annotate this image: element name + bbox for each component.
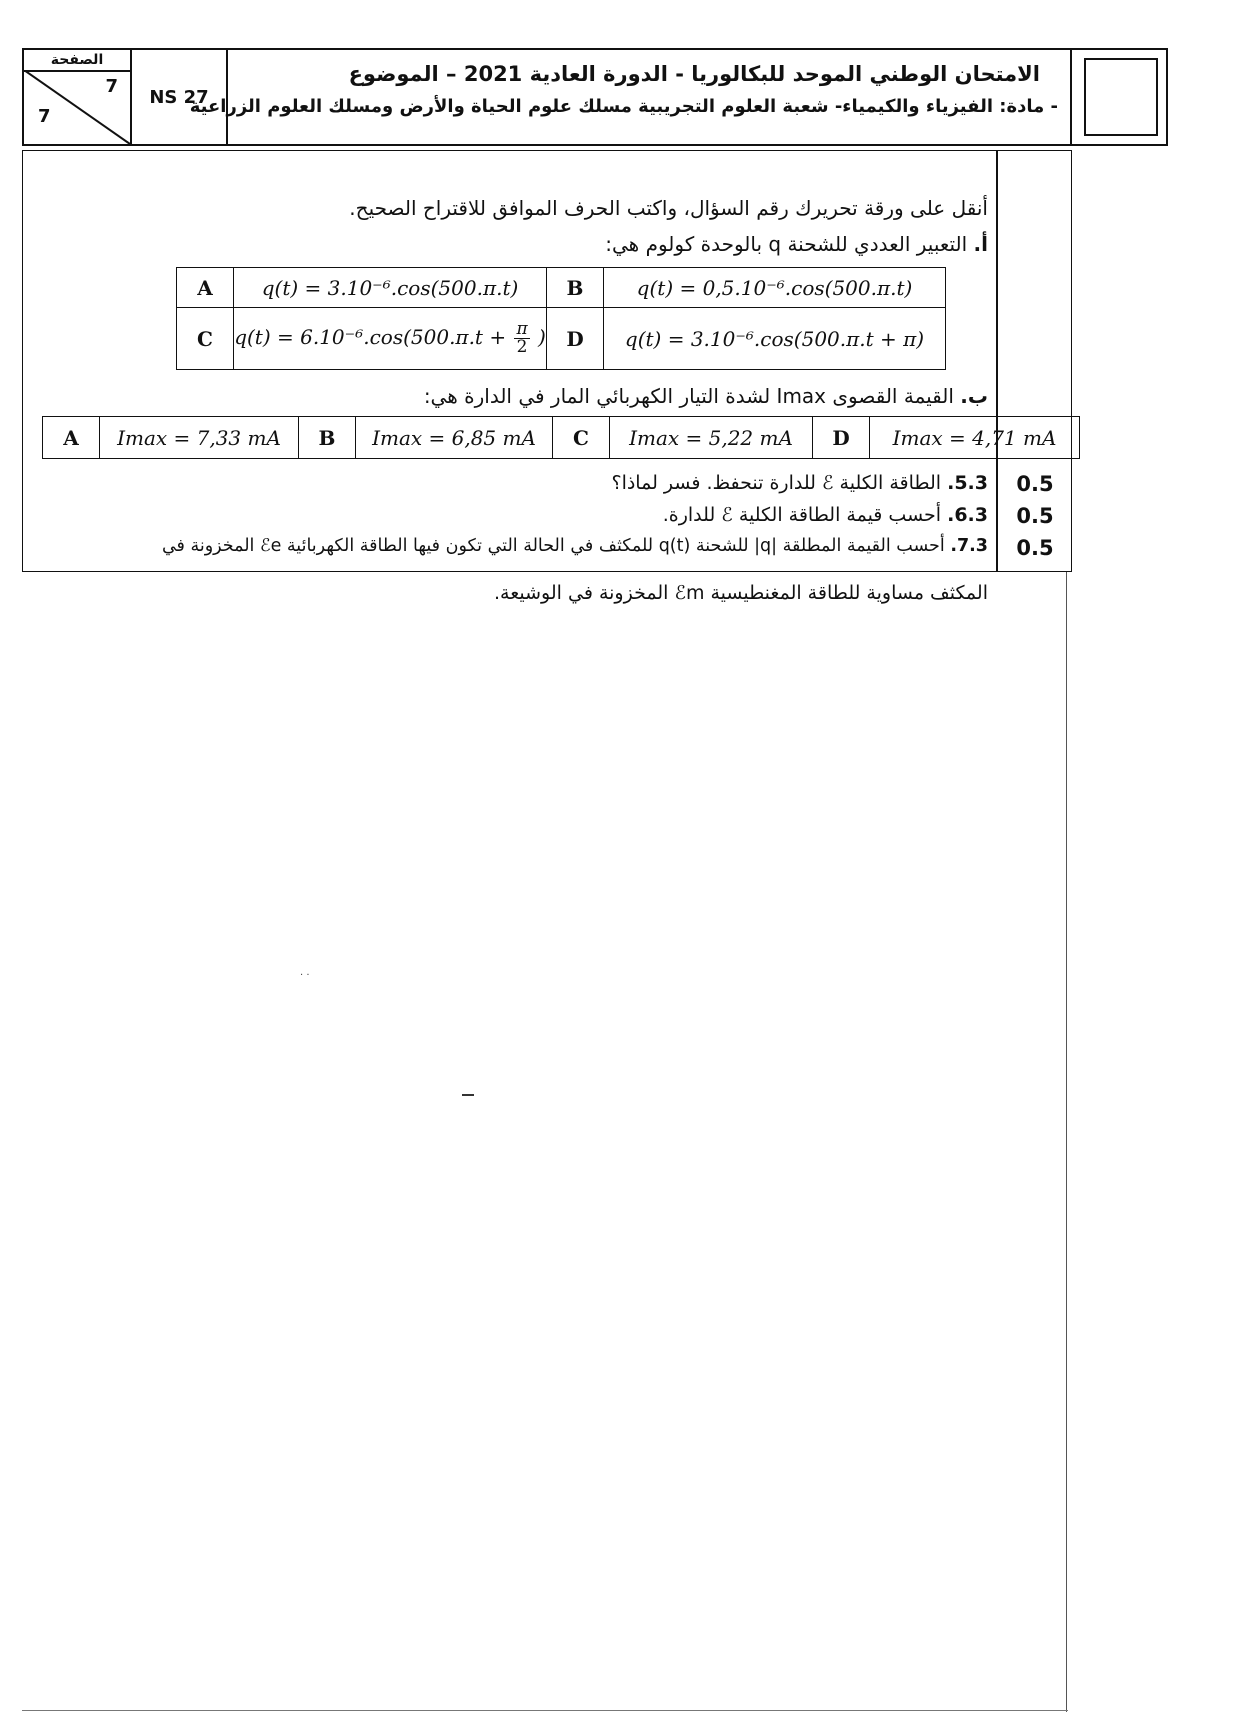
question-6-3 bbox=[663, 504, 988, 526]
bottom-margin-line bbox=[22, 1710, 1068, 1711]
question-7-3-continuation: المكثف مساوية للطاقة المغنطيسية ℰm المخزونة في الوشيعة. bbox=[494, 582, 988, 604]
exam-code: NS 27 bbox=[132, 50, 228, 144]
option-a-letter: A bbox=[43, 417, 100, 459]
option-c-expression: Imax = 5,22 mA bbox=[610, 417, 813, 459]
question-7-3 bbox=[162, 536, 988, 556]
part-b-options-table bbox=[42, 416, 1080, 459]
question-number: 6.3. bbox=[947, 504, 988, 526]
option-c-expr-suffix: ) bbox=[537, 325, 546, 349]
part-a-prompt bbox=[605, 232, 988, 256]
page-number: 7 bbox=[105, 76, 118, 97]
option-b-expression: Imax = 6,85 mA bbox=[356, 417, 553, 459]
option-b-expression: q(t) = 0,5.10⁻⁶.cos(500.π.t) bbox=[604, 268, 946, 308]
part-b-label: ب. bbox=[960, 384, 988, 408]
page-label: الصفحة bbox=[24, 50, 130, 72]
empty-header-box bbox=[1084, 58, 1158, 136]
option-c-letter: C bbox=[553, 417, 610, 459]
option-b-letter: B bbox=[547, 268, 604, 308]
option-d-expression: Imax = 4,71 mA bbox=[870, 417, 1080, 459]
part-b-text: القيمة القصوى Imax لشدة التيار الكهربائي المار في الدارة هي: bbox=[423, 384, 954, 408]
page-number-cell bbox=[24, 50, 132, 144]
option-c-expr-prefix: q(t) = 6.10⁻⁶.cos(500.π.t + bbox=[234, 325, 507, 349]
exam-subject: - مادة: الفيزياء والكيمياء- شعبة العلوم التجريبية مسلك علوم الحياة والأرض ومسلك العلوم الزراعية bbox=[189, 96, 1058, 117]
page-total: 7 bbox=[38, 106, 51, 127]
scan-speck: · · bbox=[300, 970, 310, 981]
question-number: 5.3. bbox=[947, 472, 988, 494]
question-5-3 bbox=[611, 472, 988, 494]
option-d-letter: D bbox=[547, 308, 604, 370]
option-c-fraction bbox=[514, 321, 529, 356]
option-a-letter: A bbox=[177, 268, 234, 308]
part-a-text: التعبير العددي للشحنة q بالوحدة كولوم هي: bbox=[605, 232, 968, 256]
exam-title: الامتحان الوطني الموحد للبكالوريا - الدورة العادية 2021 – الموضوع bbox=[348, 62, 1040, 86]
option-a-expression: Imax = 7,33 mA bbox=[100, 417, 299, 459]
fraction-numerator: π bbox=[516, 319, 528, 339]
score-5-3: 0.5 bbox=[1016, 472, 1054, 496]
score-column-divider bbox=[996, 150, 998, 572]
option-c-letter: C bbox=[177, 308, 234, 370]
question-text: أحسب القيمة المطلقة |q| للشحنة q(t) للمكثف في الحالة التي تكون فيها الطاقة الكهربائية ℰe المخزونة في bbox=[161, 536, 945, 556]
right-margin-line bbox=[1066, 572, 1067, 1712]
question-number: 7.3. bbox=[950, 536, 988, 556]
exam-header bbox=[22, 48, 1168, 146]
score-6-3: 0.5 bbox=[1016, 504, 1054, 528]
option-c-expression bbox=[234, 308, 547, 370]
part-b-prompt bbox=[424, 384, 988, 408]
option-d-expression: q(t) = 3.10⁻⁶.cos(500.π.t + π) bbox=[604, 308, 946, 370]
question-text: الطاقة الكلية ℰ للدارة تنحفظ. فسر لماذا؟ bbox=[611, 472, 942, 494]
title-cell bbox=[189, 50, 1072, 144]
question-text: أحسب قيمة الطاقة الكلية ℰ للدارة. bbox=[662, 504, 942, 526]
option-d-letter: D bbox=[813, 417, 870, 459]
part-a-options-table bbox=[176, 267, 946, 370]
score-7-3: 0.5 bbox=[1016, 536, 1054, 560]
option-b-letter: B bbox=[299, 417, 356, 459]
instruction-text: أنقل على ورقة تحريرك رقم السؤال، واكتب الحرف الموافق للاقتراح الصحيح. bbox=[349, 196, 988, 220]
part-a-label: أ. bbox=[973, 232, 988, 256]
scan-dash bbox=[462, 1094, 474, 1096]
fraction-denominator: 2 bbox=[516, 337, 528, 357]
option-a-expression: q(t) = 3.10⁻⁶.cos(500.π.t) bbox=[234, 268, 547, 308]
